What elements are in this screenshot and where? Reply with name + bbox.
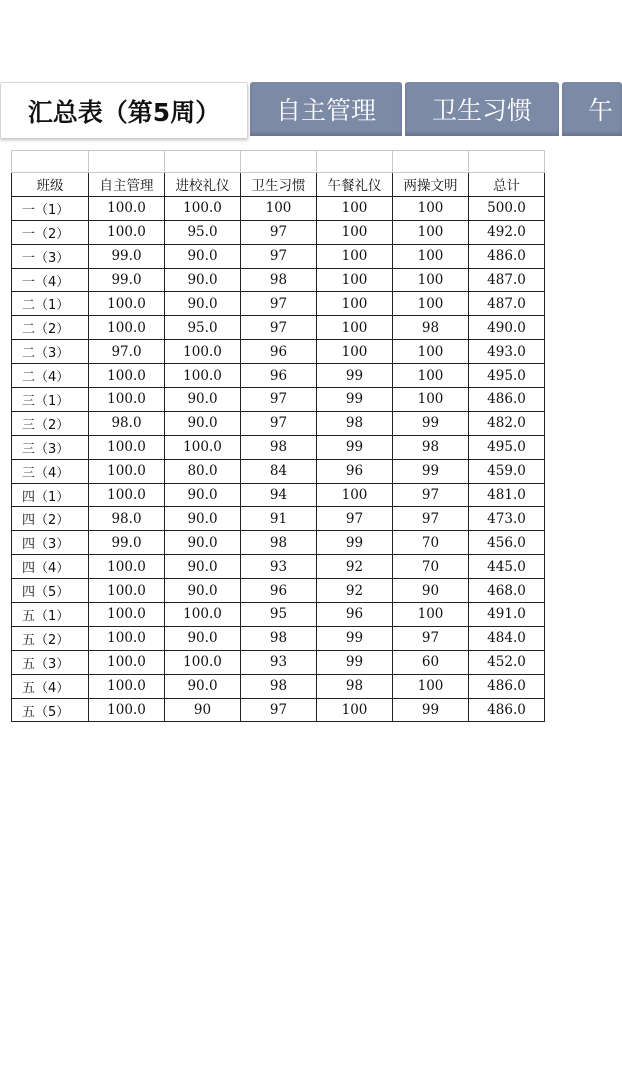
score-cell[interactable]: 99	[393, 411, 469, 435]
score-cell[interactable]: 486.0	[469, 244, 545, 268]
cell[interactable]	[241, 151, 317, 173]
score-cell[interactable]: 456.0	[469, 531, 545, 555]
score-cell[interactable]: 90.0	[165, 555, 241, 579]
score-cell[interactable]: 92	[317, 579, 393, 603]
score-cell[interactable]: 100.0	[89, 626, 165, 650]
header-total[interactable]: 总计	[469, 173, 545, 197]
score-cell[interactable]: 487.0	[469, 292, 545, 316]
score-cell[interactable]: 98	[393, 316, 469, 340]
class-cell[interactable]: 四（1）	[12, 483, 89, 507]
score-cell[interactable]: 90.0	[165, 626, 241, 650]
score-cell[interactable]: 100	[393, 220, 469, 244]
table-row	[12, 244, 545, 268]
score-cell[interactable]: 90.0	[165, 483, 241, 507]
score-cell[interactable]: 96	[241, 340, 317, 364]
score-cell[interactable]: 100.0	[165, 650, 241, 674]
class-cell[interactable]: 五（5）	[12, 698, 89, 722]
table-row	[12, 388, 545, 412]
score-cell[interactable]: 100.0	[89, 388, 165, 412]
score-cell[interactable]: 90.0	[165, 579, 241, 603]
score-cell[interactable]: 94	[241, 483, 317, 507]
table-row	[12, 316, 545, 340]
score-cell[interactable]: 492.0	[469, 220, 545, 244]
score-cell[interactable]: 100.0	[165, 603, 241, 627]
score-cell[interactable]: 96	[241, 364, 317, 388]
score-cell[interactable]: 70	[393, 531, 469, 555]
score-cell[interactable]: 100.0	[89, 650, 165, 674]
score-cell[interactable]: 100.0	[89, 483, 165, 507]
table-row	[12, 650, 545, 674]
score-cell[interactable]: 70	[393, 555, 469, 579]
score-cell[interactable]: 93	[241, 555, 317, 579]
table-row	[12, 698, 545, 722]
score-cell[interactable]: 99	[317, 435, 393, 459]
score-cell[interactable]: 445.0	[469, 555, 545, 579]
table-row	[12, 603, 545, 627]
score-cell[interactable]: 100	[393, 196, 469, 220]
score-cell[interactable]: 100.0	[165, 364, 241, 388]
class-cell[interactable]: 二（4）	[12, 364, 89, 388]
cell[interactable]	[393, 151, 469, 173]
score-cell[interactable]: 100.0	[165, 340, 241, 364]
score-cell[interactable]: 100.0	[89, 220, 165, 244]
cell[interactable]	[89, 151, 165, 173]
score-cell[interactable]: 100	[317, 483, 393, 507]
class-cell[interactable]: 三（4）	[12, 459, 89, 483]
score-cell[interactable]: 99	[317, 650, 393, 674]
score-cell[interactable]: 100	[317, 340, 393, 364]
score-cell[interactable]: 95.0	[165, 316, 241, 340]
score-cell[interactable]: 96	[317, 459, 393, 483]
score-cell[interactable]: 97	[241, 316, 317, 340]
score-cell[interactable]: 99.0	[89, 268, 165, 292]
score-cell[interactable]: 100	[393, 603, 469, 627]
score-cell[interactable]: 98	[241, 531, 317, 555]
score-cell[interactable]: 490.0	[469, 316, 545, 340]
score-cell[interactable]: 97	[317, 507, 393, 531]
class-cell[interactable]: 一（4）	[12, 268, 89, 292]
score-cell[interactable]: 493.0	[469, 340, 545, 364]
cell[interactable]	[469, 151, 545, 173]
score-cell[interactable]: 100	[393, 292, 469, 316]
score-cell[interactable]: 96	[241, 579, 317, 603]
score-cell[interactable]: 90.0	[165, 674, 241, 698]
score-cell[interactable]: 93	[241, 650, 317, 674]
score-cell[interactable]: 481.0	[469, 483, 545, 507]
score-cell[interactable]: 98	[241, 268, 317, 292]
class-cell[interactable]: 四（4）	[12, 555, 89, 579]
table-row	[12, 579, 545, 603]
class-cell[interactable]: 四（3）	[12, 531, 89, 555]
score-cell[interactable]: 97	[241, 292, 317, 316]
header-exercise-civility[interactable]: 两操文明	[393, 173, 469, 197]
score-cell[interactable]: 98	[241, 626, 317, 650]
score-cell[interactable]: 60	[393, 650, 469, 674]
score-cell[interactable]: 90.0	[165, 268, 241, 292]
score-cell[interactable]: 97	[393, 507, 469, 531]
table-row	[12, 220, 545, 244]
score-cell[interactable]: 100	[317, 316, 393, 340]
score-cell[interactable]: 100	[393, 340, 469, 364]
score-cell[interactable]: 97	[241, 244, 317, 268]
class-cell[interactable]: 二（3）	[12, 340, 89, 364]
score-cell[interactable]: 97	[241, 220, 317, 244]
score-cell[interactable]: 96	[317, 603, 393, 627]
score-cell[interactable]: 90.0	[165, 292, 241, 316]
table-row	[12, 459, 545, 483]
score-cell[interactable]: 95.0	[165, 220, 241, 244]
score-cell[interactable]: 100	[317, 220, 393, 244]
score-cell[interactable]: 99.0	[89, 244, 165, 268]
header-lunch-etiquette[interactable]: 午餐礼仪	[317, 173, 393, 197]
class-cell[interactable]: 五（2）	[12, 626, 89, 650]
header-entry-etiquette[interactable]: 进校礼仪	[165, 173, 241, 197]
table-row	[12, 196, 545, 220]
cell[interactable]	[12, 151, 89, 173]
score-cell[interactable]: 487.0	[469, 268, 545, 292]
sheet-tab-bar	[0, 82, 614, 140]
header-class[interactable]: 班级	[12, 173, 89, 197]
score-cell[interactable]: 90.0	[165, 244, 241, 268]
score-cell[interactable]: 90.0	[165, 388, 241, 412]
header-hygiene[interactable]: 卫生习惯	[241, 173, 317, 197]
score-cell[interactable]: 100.0	[89, 579, 165, 603]
score-cell[interactable]: 97	[393, 626, 469, 650]
class-cell[interactable]: 四（2）	[12, 507, 89, 531]
score-cell[interactable]: 100.0	[89, 435, 165, 459]
score-cell[interactable]: 92	[317, 555, 393, 579]
score-cell[interactable]: 100	[393, 364, 469, 388]
score-cell[interactable]: 98	[317, 674, 393, 698]
score-cell[interactable]: 100.0	[165, 196, 241, 220]
summary-table	[11, 150, 545, 722]
score-cell[interactable]: 100	[317, 698, 393, 722]
score-cell[interactable]: 100	[317, 244, 393, 268]
score-cell[interactable]: 97	[393, 483, 469, 507]
score-cell[interactable]: 98	[317, 411, 393, 435]
header-row	[12, 173, 545, 197]
score-cell[interactable]: 98.0	[89, 411, 165, 435]
table-row	[12, 364, 545, 388]
class-cell[interactable]: 一（1）	[12, 196, 89, 220]
score-cell[interactable]: 100	[393, 268, 469, 292]
class-cell[interactable]: 五（3）	[12, 650, 89, 674]
score-cell[interactable]: 84	[241, 459, 317, 483]
score-cell[interactable]: 100.0	[89, 196, 165, 220]
score-cell[interactable]: 100	[393, 674, 469, 698]
class-cell[interactable]: 三（2）	[12, 411, 89, 435]
score-cell[interactable]: 90	[165, 698, 241, 722]
class-cell[interactable]: 二（2）	[12, 316, 89, 340]
class-cell[interactable]: 二（1）	[12, 292, 89, 316]
score-cell[interactable]: 100.0	[89, 698, 165, 722]
score-cell[interactable]: 99	[393, 459, 469, 483]
table-row	[12, 555, 545, 579]
score-cell[interactable]: 98	[393, 435, 469, 459]
score-cell[interactable]: 100.0	[89, 364, 165, 388]
score-cell[interactable]: 97	[241, 411, 317, 435]
score-cell[interactable]: 100.0	[89, 292, 165, 316]
score-cell[interactable]: 495.0	[469, 364, 545, 388]
class-cell[interactable]: 三（1）	[12, 388, 89, 412]
class-cell[interactable]: 四（5）	[12, 579, 89, 603]
score-cell[interactable]: 90.0	[165, 411, 241, 435]
score-cell[interactable]: 99	[317, 364, 393, 388]
score-cell[interactable]: 491.0	[469, 603, 545, 627]
table-row	[12, 292, 545, 316]
class-cell[interactable]: 五（4）	[12, 674, 89, 698]
table-row	[12, 507, 545, 531]
tab-self-management[interactable]: 自主管理	[250, 82, 402, 136]
score-cell[interactable]: 486.0	[469, 388, 545, 412]
score-cell[interactable]: 486.0	[469, 698, 545, 722]
score-cell[interactable]: 484.0	[469, 626, 545, 650]
score-cell[interactable]: 99	[317, 531, 393, 555]
score-cell[interactable]: 98	[241, 674, 317, 698]
score-cell[interactable]: 100.0	[89, 459, 165, 483]
score-cell[interactable]: 98.0	[89, 507, 165, 531]
table-body	[12, 151, 545, 722]
tab-summary-week5[interactable]: 汇总表（第5周）	[0, 82, 248, 138]
score-cell[interactable]: 100.0	[89, 316, 165, 340]
table-row	[12, 674, 545, 698]
score-cell[interactable]: 459.0	[469, 459, 545, 483]
blank-row	[12, 151, 545, 173]
class-cell[interactable]: 一（2）	[12, 220, 89, 244]
class-cell[interactable]: 三（3）	[12, 435, 89, 459]
score-cell[interactable]: 99	[393, 698, 469, 722]
score-cell[interactable]: 100	[317, 268, 393, 292]
score-cell[interactable]: 100	[317, 196, 393, 220]
score-cell[interactable]: 100	[393, 388, 469, 412]
class-cell[interactable]: 一（3）	[12, 244, 89, 268]
score-cell[interactable]: 100	[241, 196, 317, 220]
table-row	[12, 626, 545, 650]
score-cell[interactable]: 495.0	[469, 435, 545, 459]
score-cell[interactable]: 100	[317, 292, 393, 316]
table-row	[12, 268, 545, 292]
score-cell[interactable]: 468.0	[469, 579, 545, 603]
score-cell[interactable]: 90.0	[165, 507, 241, 531]
tab-hygiene-habits[interactable]: 卫生习惯	[405, 82, 559, 136]
score-cell[interactable]: 90.0	[165, 531, 241, 555]
score-cell[interactable]: 95	[241, 603, 317, 627]
tab-lunch-etiquette[interactable]: 午	[562, 82, 622, 136]
score-cell[interactable]: 100.0	[89, 674, 165, 698]
score-cell[interactable]: 100	[393, 244, 469, 268]
score-cell[interactable]: 80.0	[165, 459, 241, 483]
score-cell[interactable]: 99	[317, 388, 393, 412]
score-cell[interactable]: 486.0	[469, 674, 545, 698]
table-row	[12, 435, 545, 459]
cell[interactable]	[165, 151, 241, 173]
score-cell[interactable]: 90	[393, 579, 469, 603]
cell[interactable]	[317, 151, 393, 173]
score-cell[interactable]: 98	[241, 435, 317, 459]
score-cell[interactable]: 500.0	[469, 196, 545, 220]
score-cell[interactable]: 482.0	[469, 411, 545, 435]
score-cell[interactable]: 100.0	[89, 555, 165, 579]
table-row	[12, 340, 545, 364]
table-row	[12, 411, 545, 435]
score-cell[interactable]: 99	[317, 626, 393, 650]
score-cell[interactable]: 100.0	[165, 435, 241, 459]
table-row	[12, 483, 545, 507]
score-cell[interactable]: 452.0	[469, 650, 545, 674]
header-self-management[interactable]: 自主管理	[89, 173, 165, 197]
score-cell[interactable]: 99.0	[89, 531, 165, 555]
score-cell[interactable]: 97.0	[89, 340, 165, 364]
score-cell[interactable]: 100.0	[89, 603, 165, 627]
class-cell[interactable]: 五（1）	[12, 603, 89, 627]
score-cell[interactable]: 97	[241, 698, 317, 722]
score-cell[interactable]: 473.0	[469, 507, 545, 531]
score-cell[interactable]: 91	[241, 507, 317, 531]
score-cell[interactable]: 97	[241, 388, 317, 412]
table-row	[12, 531, 545, 555]
